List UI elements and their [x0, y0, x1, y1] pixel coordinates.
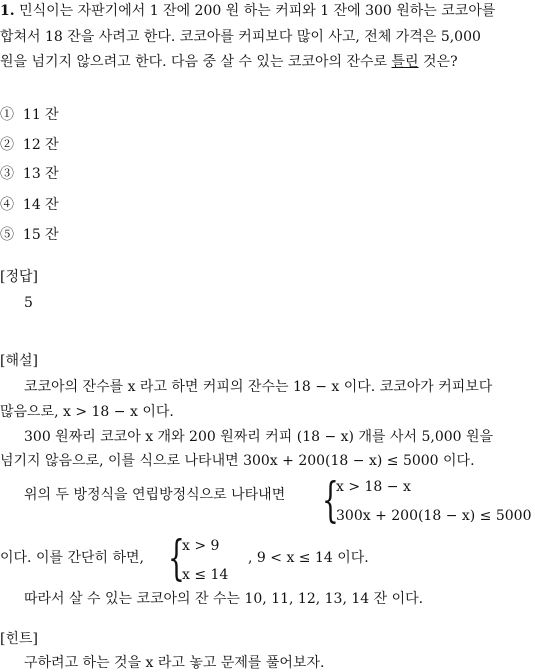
choice-marker-3: ③	[0, 166, 14, 182]
choice-marker-2: ②	[0, 137, 14, 153]
choice-4[interactable]	[0, 196, 59, 214]
question-line-1	[0, 2, 495, 20]
system-1-equation-1: x > 18 − x	[336, 479, 411, 495]
choice-1[interactable]	[0, 106, 59, 124]
answer-heading: [정답]	[0, 269, 38, 285]
explanation-p4-lead: 이다. 이를 간단히 하면,	[0, 550, 144, 566]
choice-marker-1: ①	[0, 107, 14, 123]
question-number: 1.	[0, 3, 15, 19]
choice-2[interactable]	[0, 136, 59, 154]
underlined-wrong-word: 틀린	[391, 54, 419, 70]
answer-value: 5	[24, 295, 33, 311]
explanation-p2-line2: 넘기지 않음으로, 이를 식으로 나타내면 300x + 200(18 − x) ≤ 5000 이다.	[0, 453, 475, 469]
explanation-p1-line1: 코코아의 잔수를 x 라고 하면 커피의 잔수는 18 − x 이다. 코코아가 커피보다	[24, 379, 493, 395]
choice-text-1: 11 잔	[22, 107, 59, 123]
choice-marker-4: ④	[0, 197, 14, 213]
system-2-brace: {	[168, 530, 185, 586]
question-text-1: 민식이는 자판기에서 1 잔에 200 원 하는 커피와 1 잔에 300 원하는 코코아를	[19, 3, 496, 19]
choice-text-3: 13 잔	[22, 166, 59, 182]
choice-text-2: 12 잔	[22, 137, 59, 153]
choice-3[interactable]	[0, 165, 59, 183]
system-1-equation-2: 300x + 200(18 − x) ≤ 5000	[336, 508, 532, 524]
question-text-3b: 것은?	[418, 54, 458, 70]
choice-marker-5: ⑤	[0, 227, 14, 243]
explanation-p5: 따라서 살 수 있는 코코아의 잔 수는 10, 11, 12, 13, 14 잔 이다.	[24, 591, 424, 607]
explanation-heading: [해설]	[0, 353, 38, 369]
hint-text: 구하려고 하는 것을 x 라고 놓고 문제를 풀어보자.	[24, 655, 325, 671]
explanation-p4-tail: , 9 < x ≤ 14 이다.	[248, 550, 369, 566]
system-1-brace: {	[322, 472, 339, 528]
system-2-equation-1: x > 9	[182, 538, 220, 554]
explanation-p2-line1: 300 원짜리 코코아 x 개와 200 원짜리 커피 (18 − x) 개를 사서 5,000 원을	[24, 429, 494, 445]
choice-text-5: 15 잔	[22, 227, 59, 243]
choice-5[interactable]	[0, 226, 59, 244]
system-2-equation-2: x ≤ 14	[182, 567, 229, 583]
question-line-3	[0, 53, 458, 71]
question-line-2: 합쳐서 18 잔을 사려고 한다. 코코아를 커피보다 많이 사고, 전체 가격은 5,000	[0, 29, 481, 45]
choice-text-4: 14 잔	[22, 197, 59, 213]
question-text-3a: 원을 넘기지 않으려고 한다. 다음 중 살 수 있는 코코아의 잔수로	[0, 54, 392, 70]
explanation-p3-lead: 위의 두 방정식을 연립방정식으로 나타내면	[24, 487, 286, 503]
hint-heading: [힌트]	[0, 631, 38, 647]
explanation-p1-line2: 많음으로, x > 18 − x 이다.	[0, 404, 174, 420]
